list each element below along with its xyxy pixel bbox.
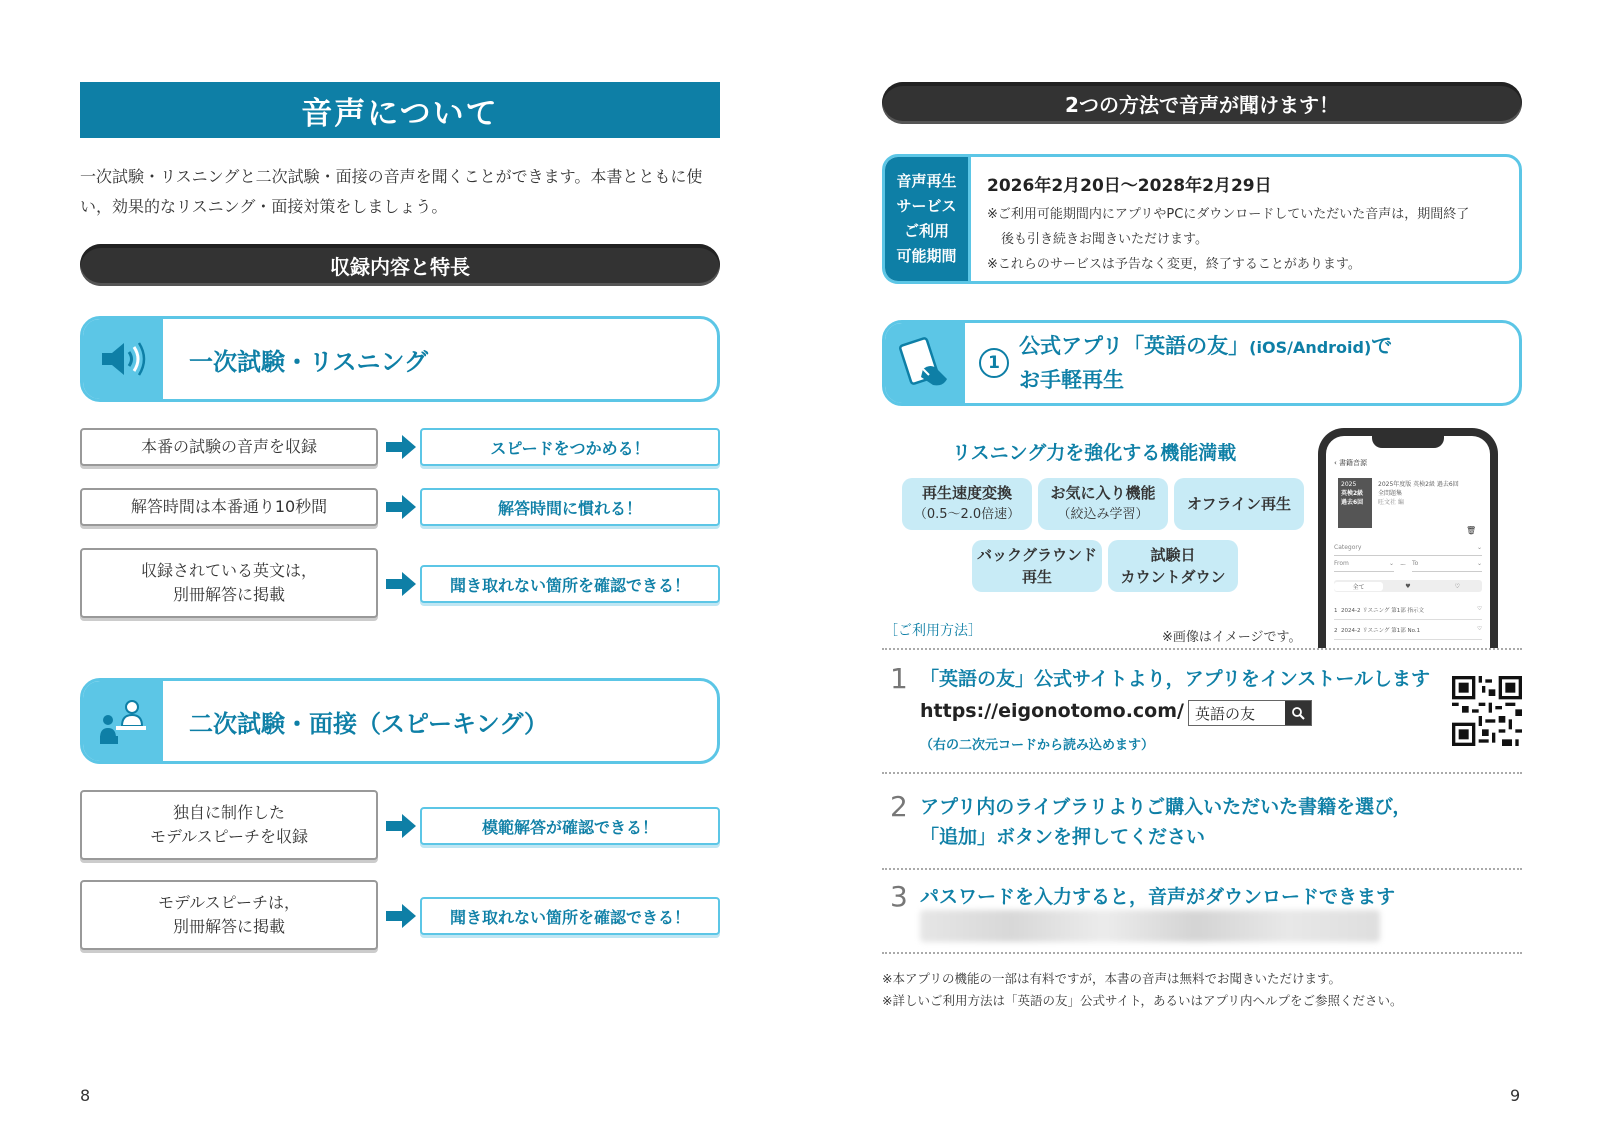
intro-line-1: 一次試験・リスニングと二次試験・面接の音声を聞くことができます。本書とともに使 <box>80 167 703 186</box>
to-select[interactable]: To ⌄ <box>1412 560 1482 572</box>
search-input[interactable] <box>1188 700 1312 726</box>
phone-screen <box>1326 436 1490 648</box>
step-text: 「英語の友」公式サイトより，アプリをインストールします <box>920 668 1430 690</box>
chip-sub: （絞込み学習） <box>1057 507 1149 522</box>
blurred-password <box>920 910 1380 942</box>
intro-text <box>80 162 730 222</box>
app-method-header <box>882 320 1522 406</box>
section-header-contents: 収録内容と特長 <box>80 244 720 286</box>
feature-chip <box>972 540 1102 592</box>
item-number: 2 <box>1334 628 1338 634</box>
tablet-hand-icon <box>885 323 965 403</box>
phone-header: ‹ 書籍音源 <box>1334 459 1368 467</box>
step-number: 2 <box>890 790 908 823</box>
feature-source-text: 収録されている英文は， <box>140 561 317 580</box>
phone-mockup <box>1318 428 1498 648</box>
page-title: 音声について <box>80 82 720 138</box>
speaking-title: 二次試験・面接（スピーキング） <box>189 709 549 738</box>
filter-tabs <box>1334 580 1482 592</box>
period-note-line: 後も引き続きお聞きいただけます。 <box>1001 232 1208 247</box>
feature-chip <box>1174 478 1304 530</box>
footnote-line: ※本アプリの機能の一部は有料ですが，本書の音声は無料でお聞きいただけます。 <box>882 971 1341 986</box>
feature-chip <box>902 478 1032 530</box>
methods-header: 2つの方法で音声が聞けます！ <box>882 82 1522 124</box>
feature-source <box>80 880 378 950</box>
feature-benefit-text: 聞き取れない箇所を確認できる！ <box>449 907 690 927</box>
step-text-line: アプリ内のライブラリよりご購入いただいた書籍を選び， <box>920 796 1412 818</box>
feature-benefit-text: スピードをつかめる！ <box>490 438 650 458</box>
phone-header-text: 書籍音源 <box>1339 459 1368 467</box>
heart-filled-icon[interactable]: ♥ <box>1405 582 1411 590</box>
feature-benefit-text: 模範解答が確認できる！ <box>481 817 658 837</box>
step-text <box>920 792 1411 852</box>
divider <box>882 772 1522 774</box>
features-heading: リスニング力を強化する機能満載 <box>952 442 1237 464</box>
app-title-main: 公式アプリ「英語の友」 <box>1019 334 1250 358</box>
heart-outline-icon[interactable]: ♡ <box>1477 626 1482 632</box>
arrow-right-icon <box>386 814 416 838</box>
divider <box>882 868 1522 870</box>
cover-text: 英検2級過去6回 <box>1341 490 1364 506</box>
app-title-tail: で <box>1371 334 1393 358</box>
arrow-right-icon <box>386 904 416 928</box>
book-title: 2025年度版 英検2級 過去6回 <box>1378 481 1459 488</box>
image-note: ※画像はイメージです。 <box>1162 630 1302 645</box>
book-cover <box>1338 478 1372 528</box>
feature-source-text: 解答時間は本番通り10秒間 <box>130 497 328 516</box>
tab-all[interactable]: 全て <box>1334 582 1383 591</box>
book-info <box>1378 480 1478 507</box>
feature-source <box>80 790 378 860</box>
divider <box>882 648 1522 650</box>
step-text-line: 「追加」ボタンを押してください <box>920 826 1206 848</box>
usage-label: ［ご利用方法］ <box>884 623 982 639</box>
step-number: 1 <box>890 662 908 695</box>
to-text: To <box>1412 560 1419 567</box>
chip-main: オフライン再生 <box>1186 495 1292 513</box>
cover-year: 2025 <box>1341 481 1357 488</box>
listening-title: 一次試験・リスニング <box>189 347 429 376</box>
feature-chip <box>1038 478 1168 530</box>
feature-source <box>80 488 378 526</box>
period-label-line: 可能期間 <box>896 247 957 265</box>
listening-section-header <box>80 316 720 402</box>
chip-main: 試験日 <box>1150 546 1196 564</box>
range-tilde: 〜 <box>1400 562 1407 569</box>
category-select[interactable]: Category ⌄ <box>1334 544 1482 556</box>
feature-source <box>80 548 378 618</box>
arrow-right-icon <box>386 572 416 596</box>
speaker-icon <box>83 319 163 399</box>
feature-benefit-text: 聞き取れない箇所を確認できる！ <box>449 575 690 595</box>
list-item[interactable] <box>1334 626 1482 640</box>
interview-icon <box>83 681 163 761</box>
app-title-line2: お手軽再生 <box>1019 368 1124 392</box>
item-number: 1 <box>1334 608 1338 614</box>
search-text: 英語の友 <box>1195 704 1256 723</box>
chip-main: お気に入り機能 <box>1050 484 1156 502</box>
category-text: Category <box>1334 544 1362 551</box>
feature-benefit <box>420 565 720 603</box>
list-item[interactable] <box>1334 606 1482 620</box>
feature-benefit <box>420 897 720 935</box>
service-period-note <box>987 202 1469 277</box>
app-method-title <box>1019 330 1392 396</box>
step-text: パスワードを入力すると，音声がダウンロードできます <box>920 886 1396 908</box>
qr-code-icon[interactable] <box>1452 676 1522 746</box>
step-number: 3 <box>890 880 908 913</box>
method-number: 1 <box>979 348 1009 378</box>
period-note-line: ※これらのサービスは予告なく変更，終了することがあります。 <box>987 257 1361 272</box>
footnotes <box>882 968 1402 1012</box>
divider <box>882 952 1522 954</box>
app-title-platforms: (iOS/Android) <box>1249 338 1372 357</box>
speaking-section-header <box>80 678 720 764</box>
service-period-label <box>885 157 971 281</box>
from-select[interactable]: From ⌄ <box>1334 560 1394 572</box>
trash-icon[interactable]: 🗑 <box>1466 526 1477 535</box>
feature-chip <box>1108 540 1238 592</box>
page-number-right: 9 <box>1510 1086 1521 1105</box>
feature-source-text: 別冊解答に掲載 <box>172 585 285 604</box>
period-label-line: 音声再生 <box>896 172 957 190</box>
search-icon[interactable] <box>1285 701 1311 725</box>
item-label: 2024-2 リスニング 第1部 No.1 <box>1341 628 1421 634</box>
service-period-date: 2026年2月20日〜2028年2月29日 <box>987 176 1272 196</box>
from-text: From <box>1334 560 1349 567</box>
feature-benefit <box>420 488 720 526</box>
page-number-left: 8 <box>80 1086 91 1105</box>
heart-outline-icon[interactable]: ♡ <box>1454 582 1461 590</box>
feature-source-text: モデルスピーチを収録 <box>149 827 309 846</box>
feature-source <box>80 428 378 466</box>
chip-sub: （0.5〜2.0倍速） <box>913 507 1021 522</box>
period-label-line: ご利用 <box>903 222 949 240</box>
footnote-line: ※詳しいご利用方法は「英語の友」公式サイト，あるいはアプリ内ヘルプをご参照ください。 <box>882 993 1403 1008</box>
feature-source-text: 別冊解答に掲載 <box>172 917 285 936</box>
arrow-right-icon <box>386 435 416 459</box>
service-period-box <box>882 154 1522 284</box>
chip-main: 再生 <box>1021 568 1052 586</box>
item-label: 2024-2 リスニング 第1部 指示文 <box>1341 608 1425 614</box>
book-subtitle: 全問題集 <box>1378 490 1403 497</box>
qr-note: （右の二次元コードから読み込めます） <box>920 738 1155 753</box>
period-note-line: ※ご利用可能期間内にアプリやPCにダウンロードしていただいた音声は，期間終了 <box>987 207 1470 222</box>
feature-benefit <box>420 428 720 466</box>
feature-source-text: 独自に制作した <box>172 803 285 822</box>
feature-source-text: 本番の試験の音声を収録 <box>140 437 317 456</box>
intro-line-2: い，効果的なリスニング・面接対策をしましょう。 <box>80 197 448 216</box>
chip-main: 再生速度変換 <box>921 484 1012 502</box>
site-url[interactable]: https://eigonotomo.com/ <box>920 700 1184 722</box>
chip-main: バックグラウンド <box>976 546 1097 564</box>
service-period-content <box>971 157 1469 281</box>
chip-main: カウントダウン <box>1120 568 1226 586</box>
feature-source-text: モデルスピーチは， <box>157 893 301 912</box>
feature-benefit-text: 解答時間に慣れる！ <box>497 498 642 518</box>
period-label-line: サービス <box>896 197 957 215</box>
feature-benefit <box>420 807 720 845</box>
arrow-right-icon <box>386 495 416 519</box>
heart-outline-icon[interactable]: ♡ <box>1477 606 1482 612</box>
book-publisher: 旺文社 編 <box>1378 499 1404 506</box>
